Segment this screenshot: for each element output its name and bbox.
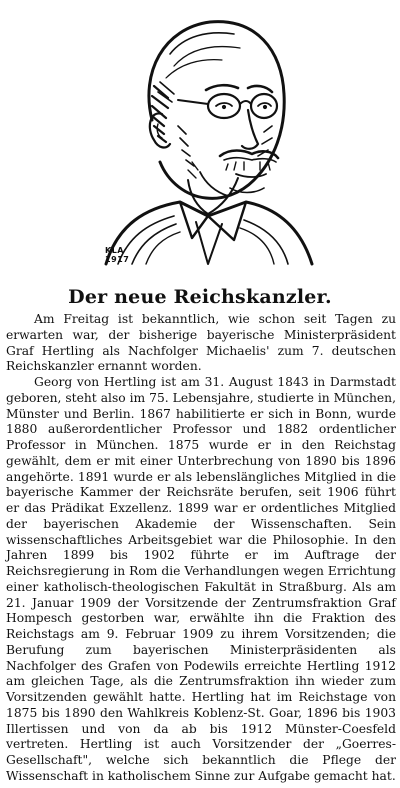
article-paragraph-2: Georg von Hertling ist am 31. August 1843 in Darmstadt geboren, steht also im 75. Lebensjahre, studierte in München, Münster und Berlin. 1867 habilitierte er sich in Bonn, wurde 1880 außerordentlicher Professor und 1882 ordentlicher Professor in München. 1875 wurde er in den Reichstag gewählt, dem er mit einer Unterbrechung von 1890 bis 1896 angehörte. 1891 wurde er als lebenslängliches Mitglied in die bayerische Kammer der Reichsräte berufen, seit 1906 führt er das Prädikat Exzellenz. 1899 war er ordentliches Mitglied der bayerischen Akademie der Wissenschaften. Sein wissenschaftliches Arbeitsgebiet war die Philosophie. In den Jahren 1899 bis 1902 führte er im Auftrage der Reichsregierung in Rom die Verhandlungen wegen Errichtung einer katholisch-theologischen Fakultät in Straßburg. Als am 21. Januar 1909 der Vorsitzende der Zentrumsfraktion Graf Hompesch gestorben war, erwählte ihn die Fraktion des Reichstags am 9. Februar 1909 zu ihrem Vorsitzenden; die Berufung zum bayerischen Ministerpräsidenten als Nachfolger des Grafen von Podewils erreichte Hertling 1912 am gleichen Tage, als die Zentrumsfraktion ihn wieder zum Vorsitzenden gewählt hatte. Hertling hat im Reichstage von 1875 bis 1890 den Wahlkreis Koblenz-St. Goar, 1896 bis 1903 Illertissen und von da ab bis 1912 Münster-Coesfeld vertreten. Hertling ist auch Vorsitzender der „Goerres-Gesellschaft", welche sich bekanntlich die Pflege der Wissenschaft in katholischem Sinne zur Aufgabe gemacht hat. bbox=[6, 375, 396, 783]
artist-monogram-line2: 1917 bbox=[105, 255, 130, 264]
article-body bbox=[6, 312, 396, 785]
article-headline: Der neue Reichskanzler. bbox=[68, 286, 332, 308]
artist-monogram-line1: KLA bbox=[105, 246, 124, 255]
artist-monogram bbox=[105, 246, 129, 264]
article-paragraph-1: Am Freitag ist bekanntlich, wie schon seit Tagen zu erwarten war, der bisherige bayerische Ministerpräsident Graf Hertling als Nachfolger Michaelis' zum 7. deutschen Reichskanzler ernannt worden. bbox=[6, 312, 396, 374]
portrait-illustration bbox=[88, 2, 320, 270]
